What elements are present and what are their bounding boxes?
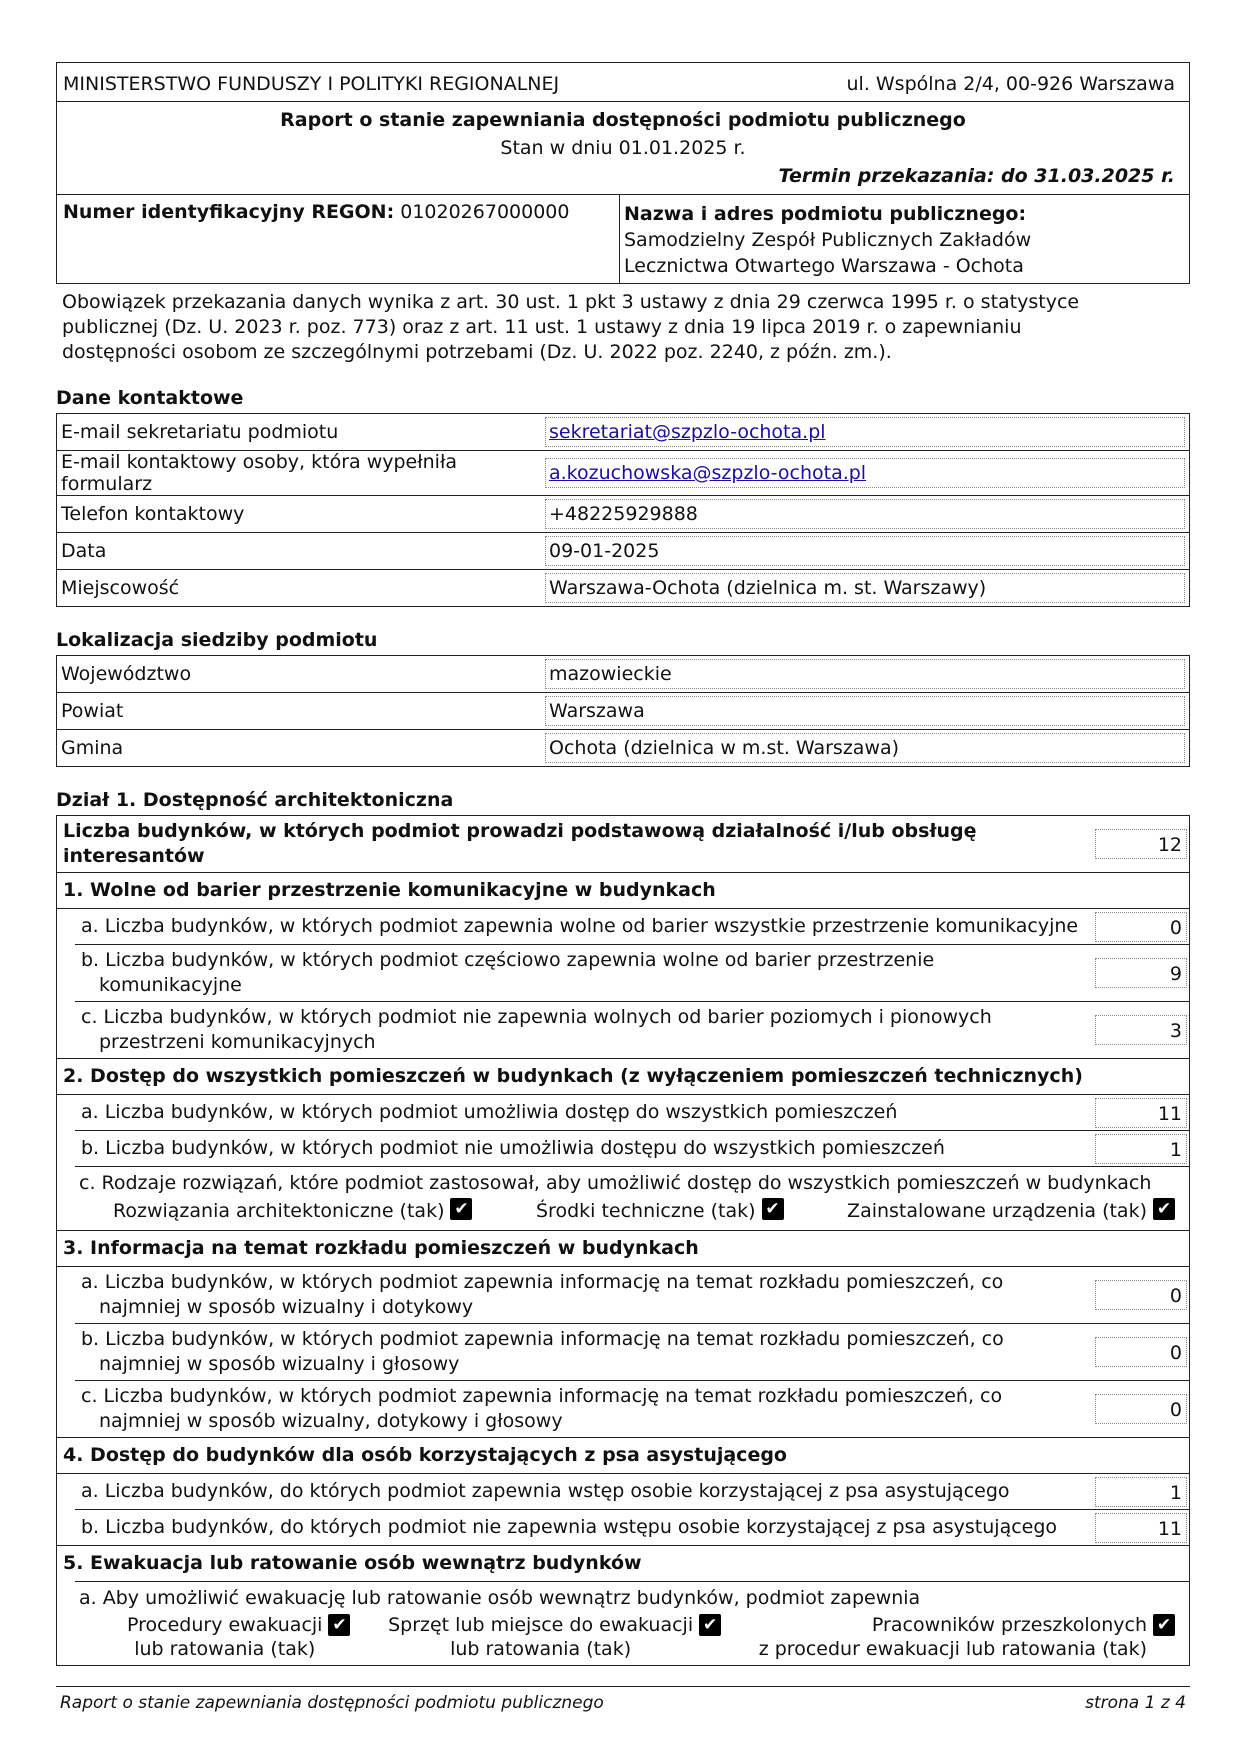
q1a-row xyxy=(57,908,1189,944)
q3b-field[interactable]: 0 xyxy=(1095,1337,1187,1367)
q2b-row xyxy=(75,1130,1189,1166)
table-row xyxy=(57,570,1190,607)
q4a-row xyxy=(57,1473,1189,1509)
q3-title xyxy=(57,1230,1189,1266)
trained-staff-option xyxy=(759,1613,1175,1661)
location-label: Województwo xyxy=(61,663,192,685)
installed-devices-checkbox[interactable]: ✔ xyxy=(1153,1198,1175,1220)
q3c-row xyxy=(75,1380,1189,1437)
q2b-label: b. Liczba budynków, w których podmiot nie umożliwia dostępu do wszystkich pomieszczeń xyxy=(81,1137,945,1159)
q5-title xyxy=(57,1545,1189,1581)
q1-title-text: 1. Wolne od barier przestrzenie komunikacyjne w budynkach xyxy=(63,879,716,901)
entity-value: Samodzielny Zespół Publicznych Zakładów Lecznictwa Otwartego Warszawa - Ochota xyxy=(624,229,1032,277)
evacuation-procedures-label xyxy=(127,1613,322,1661)
table-row xyxy=(57,496,1190,533)
regon-label: Numer identyfikacyjny REGON: xyxy=(63,201,395,223)
report-header xyxy=(56,62,1190,284)
q2-title-text: 2. Dostęp do wszystkich pomieszczeń w budynkach (z wyłączeniem pomieszczeń technicznych) xyxy=(63,1065,1083,1087)
q2b-field[interactable]: 1 xyxy=(1095,1134,1187,1164)
regon-cell xyxy=(57,195,620,283)
q5-title-text: 5. Ewakuacja lub ratowanie osób wewnątrz budynków xyxy=(63,1552,642,1574)
state-date: Stan w dniu 01.01.2025 r. xyxy=(500,137,746,159)
contact-email-link[interactable]: a.kozuchowska@szpzlo-ochota.pl xyxy=(549,462,867,484)
trained-staff-line1: Pracowników przeszkolonych xyxy=(871,1614,1147,1636)
deadline: Termin przekazania: do 31.03.2025 r. xyxy=(778,165,1175,187)
q3c-field[interactable]: 0 xyxy=(1095,1394,1187,1424)
trained-staff-checkbox[interactable]: ✔ xyxy=(1153,1614,1175,1636)
contact-label: Miejscowość xyxy=(57,570,542,607)
q3a-label: a. Liczba budynków, w których podmiot zapewnia informację na temat rozkładu pomieszczeń, co najmniej w sposób wizualny i dotykowy xyxy=(81,1271,1004,1318)
commune-field[interactable]: Ochota (dzielnica w m.st. Warszawa) xyxy=(545,733,1185,763)
q4b-label: b. Liczba budynków, do których podmiot nie zapewnia wstępu osobie korzystającej z psa asystującego xyxy=(81,1516,1058,1538)
regon-value: 01020267000000 xyxy=(400,201,570,223)
contact-label: Data xyxy=(57,533,542,570)
q1c-row xyxy=(75,1001,1189,1058)
ministry-name: MINISTERSTWO FUNDUSZY I POLITYKI REGIONALNEJ xyxy=(63,73,560,95)
page-number: strona 1 z 4 xyxy=(1085,1693,1186,1713)
q3a-field[interactable]: 0 xyxy=(1095,1280,1187,1310)
evacuation-equipment-checkbox[interactable]: ✔ xyxy=(699,1614,721,1636)
voivodeship-field[interactable]: mazowieckie xyxy=(545,659,1185,689)
q5a-block xyxy=(75,1581,1189,1665)
entity-cell xyxy=(620,195,1189,283)
secretariat-email-link[interactable]: sekretariat@szpzlo-ochota.pl xyxy=(549,421,826,443)
q1b-field[interactable]: 9 xyxy=(1095,958,1187,988)
table-row xyxy=(57,730,1190,767)
q2a-field[interactable]: 11 xyxy=(1095,1098,1187,1128)
trained-staff-label xyxy=(759,1613,1147,1661)
q4b-row xyxy=(75,1509,1189,1545)
footer-title: Raport o stanie zapewniania dostępności podmiotu publicznego xyxy=(60,1693,604,1713)
page-footer xyxy=(56,1686,1190,1713)
architectural-solutions-checkbox[interactable]: ✔ xyxy=(450,1198,472,1220)
total-buildings-field[interactable]: 12 xyxy=(1095,829,1187,859)
location-label: Gmina xyxy=(57,730,542,767)
q2a-row xyxy=(57,1094,1189,1130)
evacuation-equipment-line2: lub ratowania (tak) xyxy=(450,1638,632,1660)
table-row xyxy=(57,451,1190,496)
installed-devices-label: Zainstalowane urządzenia (tak) xyxy=(847,1200,1147,1222)
technical-means-label: Środki techniczne (tak) xyxy=(536,1200,756,1222)
evacuation-equipment-label xyxy=(388,1613,693,1661)
report-title: Raport o stanie zapewniania dostępności podmiotu publicznego xyxy=(280,109,966,131)
q1-title xyxy=(57,872,1189,908)
entity-label: Nazwa i adres podmiotu publicznego: xyxy=(624,203,1027,225)
architectural-solutions-label: Rozwiązania architektoniczne (tak) xyxy=(113,1200,445,1222)
evacuation-procedures-checkbox[interactable]: ✔ xyxy=(328,1614,350,1636)
technical-means-option xyxy=(536,1198,784,1224)
city-field[interactable]: Warszawa-Ochota (dzielnica m. st. Warszawy) xyxy=(545,573,1185,603)
location-title: Lokalizacja siedziby podmiotu xyxy=(56,629,378,651)
evacuation-procedures-line1: Procedury ewakuacji xyxy=(127,1614,323,1636)
q1b-label: b. Liczba budynków, w których podmiot częściowo zapewnia wolne od barier przestrzenie komunikacyjne xyxy=(81,949,935,996)
q1b-row xyxy=(75,944,1189,1001)
table-row xyxy=(57,693,1190,730)
q1c-label: c. Liczba budynków, w których podmiot nie zapewnia wolnych od barier poziomych i pionowych przestrzeni komunikacyjnych xyxy=(81,1006,992,1053)
q3b-row xyxy=(75,1323,1189,1380)
q4-title-text: 4. Dostęp do budynków dla osób korzystających z psa asystującego xyxy=(63,1444,787,1466)
contact-label: E-mail sekretariatu podmiotu xyxy=(61,421,339,443)
architectural-solutions-option xyxy=(113,1198,472,1224)
location-label: Powiat xyxy=(57,693,542,730)
q3a-row xyxy=(57,1266,1189,1323)
q4b-field[interactable]: 11 xyxy=(1095,1513,1187,1543)
section1-title: Dział 1. Dostępność architektoniczna xyxy=(56,789,454,811)
location-table xyxy=(56,655,1190,767)
ministry-address: ul. Wspólna 2/4, 00-926 Warszawa xyxy=(846,73,1175,95)
table-row xyxy=(57,533,1190,570)
evacuation-procedures-option xyxy=(127,1613,350,1661)
q4a-label: a. Liczba budynków, do których podmiot zapewnia wstęp osobie korzystającej z psa asystującego xyxy=(81,1480,1010,1502)
county-field[interactable]: Warszawa xyxy=(545,696,1185,726)
q4-title xyxy=(57,1437,1189,1473)
q3c-label: c. Liczba budynków, w których podmiot zapewnia informację na temat rozkładu pomieszczeń, co najmniej w sposób wizualny, dotykowy i głosowy xyxy=(81,1385,1003,1432)
q3b-label: b. Liczba budynków, w których podmiot zapewnia informację na temat rozkładu pomieszczeń, co najmniej w sposób wizualny i głosowy xyxy=(81,1328,1004,1375)
contact-title: Dane kontaktowe xyxy=(56,387,244,409)
contact-label: E-mail kontaktowy osoby, która wypełniła formularz xyxy=(57,451,542,496)
report-page xyxy=(56,62,1190,1666)
obligation-note: Obowiązek przekazania danych wynika z art. 30 ust. 1 pkt 3 ustawy z dnia 29 czerwca 1995 r. o statystyce publicznej (Dz. U. 2023 r. poz. 773) oraz z art. 11 ust. 1 ustawy z dnia 19 lipca 2019 r. o zapewnianiu dostępności osobom ze szczególnymi potrzebami (Dz. U. 2022 poz. 2240, z późn. zm.). xyxy=(62,291,1080,363)
total-buildings-label: Liczba budynków, w których podmiot prowadzi podstawową działalność i/lub obsługę interesantów xyxy=(63,820,977,867)
installed-devices-option xyxy=(847,1198,1175,1224)
trained-staff-line2: z procedur ewakuacji lub ratowania (tak) xyxy=(758,1638,1147,1660)
q2c-label: c. Rodzaje rozwiązań, które podmiot zastosował, aby umożliwić dostęp do wszystkich pomieszczeń w budynkach xyxy=(79,1172,1152,1194)
evacuation-procedures-line2: lub ratowania (tak) xyxy=(134,1638,316,1660)
table-row xyxy=(57,656,1190,693)
technical-means-checkbox[interactable]: ✔ xyxy=(762,1198,784,1220)
q2a-label: a. Liczba budynków, w których podmiot umożliwia dostęp do wszystkich pomieszczeń xyxy=(81,1101,898,1123)
phone-field[interactable]: +48225929888 xyxy=(545,499,1185,529)
q1a-field[interactable]: 0 xyxy=(1095,912,1187,942)
q3-title-text: 3. Informacja na temat rozkładu pomieszczeń w budynkach xyxy=(63,1237,699,1259)
contact-table xyxy=(56,413,1190,607)
q4a-field[interactable]: 1 xyxy=(1095,1477,1187,1507)
q1a-label: a. Liczba budynków, w których podmiot zapewnia wolne od barier wszystkie przestrzenie komunikacyjne xyxy=(81,915,1079,937)
contact-label: Telefon kontaktowy xyxy=(57,496,542,533)
q1c-field[interactable]: 3 xyxy=(1095,1015,1187,1045)
date-field[interactable]: 09-01-2025 xyxy=(545,536,1185,566)
table-row xyxy=(57,414,1190,451)
evacuation-equipment-option xyxy=(388,1613,721,1661)
q2c-block xyxy=(75,1166,1189,1230)
evacuation-equipment-line1: Sprzęt lub miejsce do ewakuacji xyxy=(388,1614,694,1636)
q5a-label: a. Aby umożliwić ewakuację lub ratowanie osób wewnątrz budynków, podmiot zapewnia xyxy=(79,1587,921,1609)
q2-title xyxy=(57,1058,1189,1094)
total-buildings-row xyxy=(57,816,1189,872)
section1-table xyxy=(56,815,1190,1666)
